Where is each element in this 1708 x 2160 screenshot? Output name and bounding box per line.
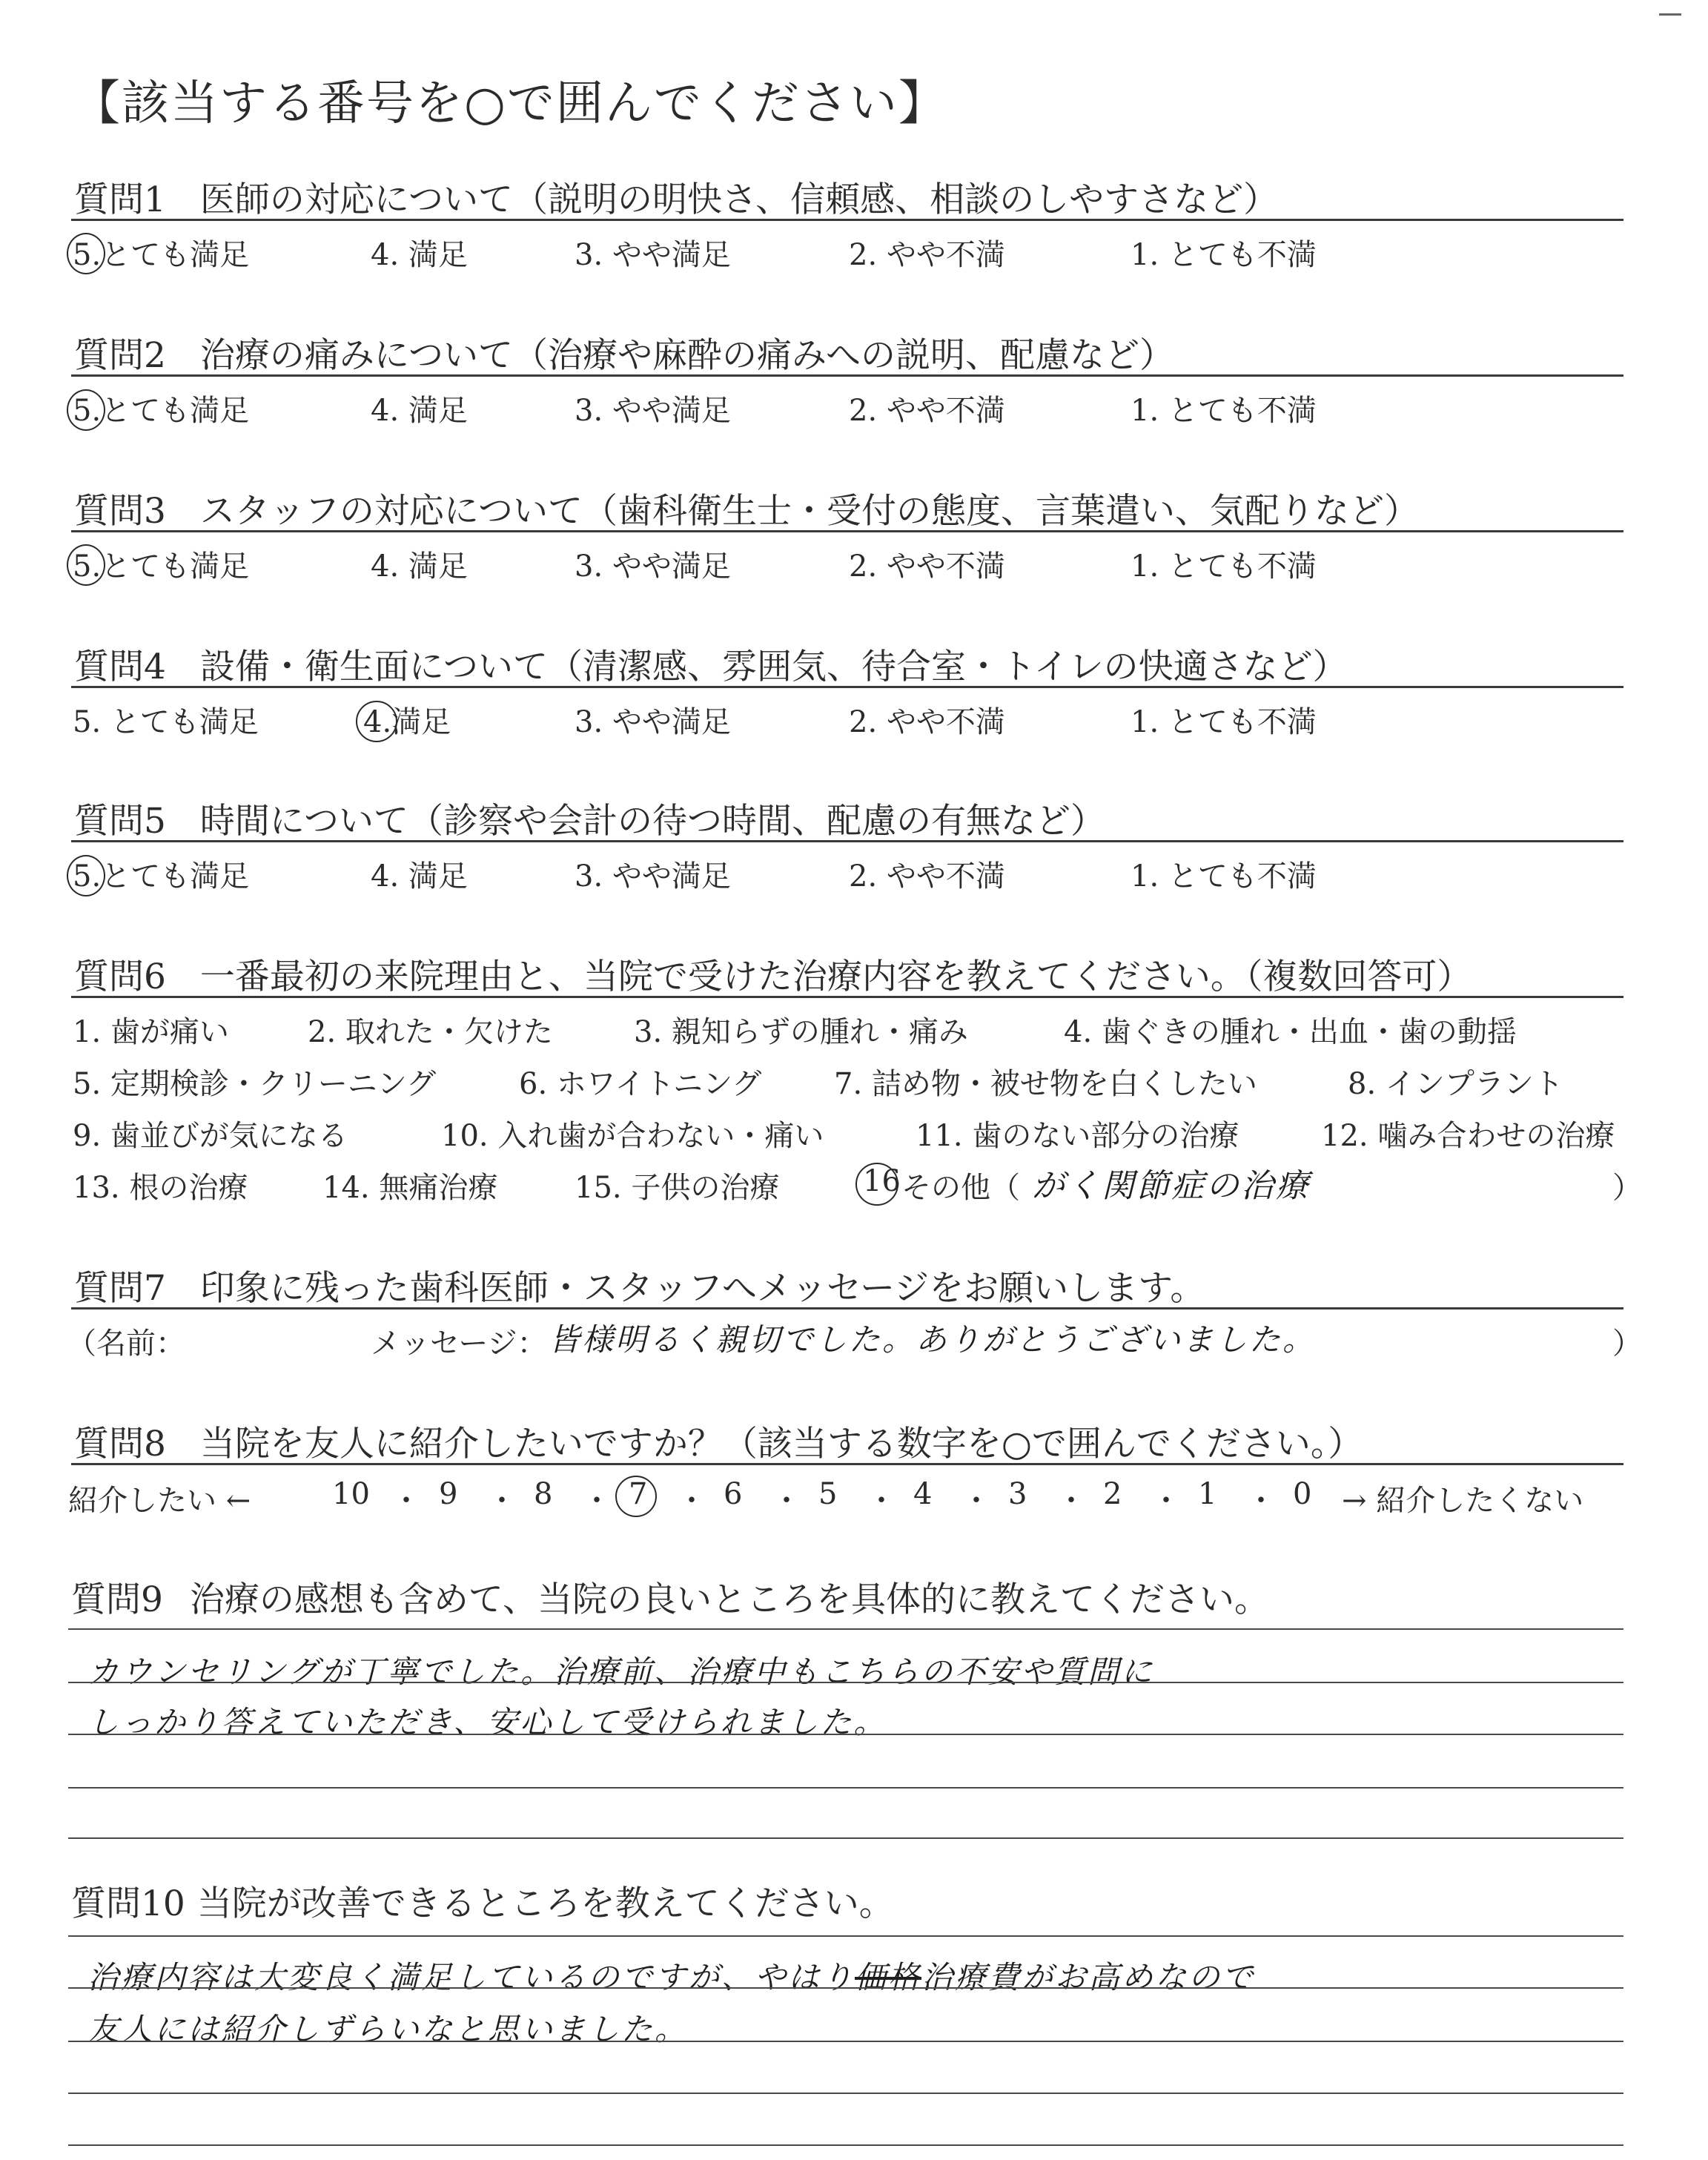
q5-rule [71, 840, 1623, 842]
q6-item-16-number[interactable]: 16 [863, 1164, 901, 1198]
q9-writing-line-3 [68, 1734, 1623, 1735]
q4-option-5[interactable]: 5. とても満足 [73, 705, 259, 739]
q8-scale-2[interactable]: 2 [1103, 1477, 1122, 1511]
q8-scale-5[interactable]: 5 [818, 1477, 838, 1511]
q6-item-1[interactable]: 1. 歯が痛い [73, 1015, 229, 1049]
q8-label: 質問8 [74, 1424, 166, 1464]
q7-message-label: メッセージ： [371, 1327, 547, 1361]
q8-scale-0[interactable]: 0 [1293, 1477, 1312, 1511]
q10-label: 質問10 [71, 1883, 185, 1924]
q8-scale-8[interactable]: 8 [534, 1477, 553, 1511]
q10-answer-line-1a: 治療内容は大変良く満足しているのですが、やはり [87, 1959, 855, 1995]
q10-writing-line-1 [68, 1935, 1623, 1937]
q4-rule [71, 686, 1623, 688]
q2-option-4[interactable]: 4. 満足 [371, 394, 468, 428]
q4-option-3[interactable]: 3. やや満足 [575, 705, 731, 739]
q2-text: 治療の痛みについて（治療や麻酔の痛みへの説明、配慮など） [199, 335, 1175, 376]
q8-scale-4[interactable]: 4 [913, 1477, 933, 1511]
q8-scale-6[interactable]: 6 [724, 1477, 743, 1511]
q1-heading [74, 172, 1278, 222]
q4-option-2[interactable]: 2. やや不満 [849, 705, 1005, 739]
q6-item-7[interactable]: 7. 詰め物・被せ物を白くしたい [834, 1067, 1257, 1101]
q8-dot: ・ [961, 1484, 991, 1518]
q9-writing-line-5 [68, 1837, 1623, 1839]
q6-item-2[interactable]: 2. 取れた・欠けた [308, 1015, 553, 1049]
q4-selection-circle [356, 701, 397, 742]
q9-writing-line-1 [68, 1628, 1623, 1630]
q10-writing-line-5 [68, 2144, 1623, 2146]
q5-label: 質問5 [74, 801, 166, 842]
q3-heading [74, 483, 1419, 533]
q8-dot: ・ [391, 1484, 421, 1518]
q1-option-5-label: とても満足 [101, 238, 250, 272]
q5-option-5-num: 5. [73, 859, 102, 894]
q5-option-2[interactable]: 2. やや不満 [849, 859, 1005, 894]
q5-option-5-label: とても満足 [101, 859, 250, 894]
q8-right-label: → 紹介したくない [1342, 1484, 1584, 1518]
q8-dot: ・ [677, 1484, 706, 1518]
q8-selection-circle [615, 1476, 657, 1517]
q8-dot: ・ [487, 1484, 517, 1518]
q6-item-13[interactable]: 13. 根の治療 [73, 1171, 248, 1205]
q2-option-1[interactable]: 1. とても不満 [1131, 394, 1317, 428]
q7-name-label: （名前： [67, 1327, 185, 1361]
q6-item-15[interactable]: 15. 子供の治療 [575, 1171, 780, 1205]
q1-option-1[interactable]: 1. とても不満 [1131, 238, 1317, 272]
q9-heading [71, 1572, 1269, 1622]
q10-struck-word: 価格 [855, 1959, 922, 1995]
q8-dot: ・ [1151, 1484, 1181, 1518]
q6-item-4[interactable]: 4. 歯ぐきの腫れ・出血・歯の動揺 [1064, 1015, 1517, 1049]
q8-dot: ・ [867, 1484, 896, 1518]
q6-item-5[interactable]: 5. 定期検診・クリーニング [73, 1067, 437, 1101]
q5-option-3[interactable]: 3. やや満足 [575, 859, 731, 894]
q4-option-1[interactable]: 1. とても不満 [1131, 705, 1317, 739]
q2-rule [71, 374, 1623, 377]
q6-text: 一番最初の来院理由と、当院で受けた治療内容を教えてください。（複数回答可） [199, 957, 1472, 997]
q8-heading [74, 1416, 1363, 1466]
q6-item-8[interactable]: 8. インプラント [1348, 1067, 1563, 1101]
q3-option-5-label: とても満足 [101, 549, 250, 584]
q10-heading [71, 1876, 894, 1926]
q6-other-answer[interactable]: がく関節症の治療 [1032, 1167, 1311, 1205]
q3-option-3[interactable]: 3. やや満足 [575, 549, 731, 584]
q10-answer-line-2[interactable]: 友人には紹介しずらいなと思いました。 [87, 2011, 689, 2047]
q3-label: 質問3 [74, 491, 166, 532]
q10-writing-line-4 [68, 2093, 1623, 2094]
q4-option-4-label: 満足 [391, 705, 451, 739]
q8-dot: ・ [1056, 1484, 1086, 1518]
q7-text: 印象に残った歯科医師・スタッフへメッセージをお願いします。 [199, 1268, 1205, 1309]
q6-item-14[interactable]: 14. 無痛治療 [322, 1171, 498, 1205]
q2-option-2[interactable]: 2. やや不満 [849, 394, 1005, 428]
q2-option-5-num: 5. [73, 394, 102, 428]
q7-message[interactable]: 皆様明るく親切でした。ありがとうございました。 [549, 1321, 1317, 1358]
q6-label: 質問6 [74, 957, 166, 997]
q6-item-3[interactable]: 3. 親知らずの腫れ・痛み [634, 1015, 968, 1049]
q1-text: 医師の対応について（説明の明快さ、信頼感、相談のしやすさなど） [199, 179, 1279, 220]
q4-text: 設備・衛生面について（清潔感、雰囲気、待合室・トイレの快適さなど） [199, 647, 1348, 687]
q6-item-6[interactable]: 6. ホワイトニング [519, 1067, 762, 1101]
q6-heading [74, 949, 1472, 999]
q7-close: ） [1612, 1327, 1642, 1361]
q10-answer-line-1b: 治療費がお高めなので [921, 1959, 1256, 1995]
q1-label: 質問1 [74, 179, 166, 220]
q1-option-2[interactable]: 2. やや不満 [849, 238, 1005, 272]
q9-label: 質問9 [71, 1579, 163, 1620]
page-corner-mark [1659, 13, 1681, 24]
q1-option-3[interactable]: 3. やや満足 [575, 238, 731, 272]
q5-option-4[interactable]: 4. 満足 [371, 859, 468, 894]
q5-option-1[interactable]: 1. とても不満 [1131, 859, 1317, 894]
q6-item-11[interactable]: 11. 歯のない部分の治療 [916, 1119, 1239, 1153]
q9-answer-line-1[interactable]: カウンセリングが丁寧でした。治療前、治療中もこちらの不安や質問に [87, 1654, 1155, 1690]
survey-title: 【該当する番号を○で囲んでください】 [73, 76, 947, 131]
q1-option-4[interactable]: 4. 満足 [371, 238, 468, 272]
q1-option-5-num: 5. [73, 238, 102, 272]
q8-scale-3[interactable]: 3 [1008, 1477, 1027, 1511]
q2-label: 質問2 [74, 335, 166, 376]
q3-rule [71, 530, 1623, 532]
q3-option-4[interactable]: 4. 満足 [371, 549, 468, 584]
q6-item-16-label: その他（ [901, 1171, 1020, 1205]
q8-text: 当院を友人に紹介したいですか？（該当する数字を○で囲んでください。） [199, 1424, 1363, 1464]
q6-other-close: ） [1612, 1171, 1642, 1205]
q8-scale-9[interactable]: 9 [439, 1477, 458, 1511]
q2-selection-circle [67, 389, 105, 431]
q5-heading [74, 793, 1105, 843]
q8-scale-7[interactable]: 7 [629, 1477, 648, 1511]
q6-rule [71, 996, 1623, 998]
q9-text: 治療の感想も含めて、当院の良いところを具体的に教えてください。 [189, 1579, 1269, 1620]
q7-heading [74, 1261, 1205, 1310]
q4-heading [74, 639, 1348, 689]
q7-label: 質問7 [74, 1268, 166, 1309]
q8-rule [71, 1463, 1623, 1465]
q6-selection-circle [855, 1163, 898, 1206]
q9-writing-line-2 [68, 1682, 1623, 1683]
q7-rule [71, 1307, 1623, 1309]
q3-option-1[interactable]: 1. とても不満 [1131, 549, 1317, 584]
q3-option-5-num: 5. [73, 549, 102, 584]
q4-option-4-num: 4. [363, 705, 392, 739]
q3-selection-circle [67, 544, 105, 586]
q9-answer-line-2[interactable]: しっかり答えていただき、安心して受けられました。 [87, 1704, 887, 1740]
q10-writing-line-2 [68, 1987, 1623, 1989]
q8-dot: ・ [1246, 1484, 1276, 1518]
q10-answer-line-1[interactable] [87, 1953, 1255, 1998]
q2-option-3[interactable]: 3. やや満足 [575, 394, 731, 428]
q3-option-2[interactable]: 2. やや不満 [849, 549, 1005, 584]
q10-text: 当院が改善できるところを教えてください。 [196, 1883, 894, 1924]
q1-rule [71, 219, 1623, 221]
q8-scale-1[interactable]: 1 [1198, 1477, 1217, 1511]
q8-scale-10[interactable]: 10 [332, 1477, 370, 1511]
q6-item-9[interactable]: 9. 歯並びが気になる [73, 1119, 348, 1153]
q1-selection-circle [67, 233, 105, 274]
q9-writing-line-4 [68, 1787, 1623, 1789]
q5-selection-circle [67, 855, 105, 896]
q4-label: 質問4 [74, 647, 166, 687]
q5-text: 時間について（診察や会計の待つ時間、配慮の有無など） [199, 801, 1105, 842]
q2-option-5-label: とても満足 [101, 394, 250, 428]
q6-item-12[interactable]: 12. 噛み合わせの治療 [1321, 1119, 1615, 1153]
q10-writing-line-3 [68, 2041, 1623, 2042]
q8-left-label: 紹介したい ← [68, 1484, 251, 1518]
q8-dot: ・ [582, 1484, 612, 1518]
q2-heading [74, 328, 1174, 377]
q3-text: スタッフの対応について（歯科衛生士・受付の態度、言葉遣い、気配りなど） [199, 491, 1419, 532]
q6-item-10[interactable]: 10. 入れ歯が合わない・痛い [441, 1119, 824, 1153]
q8-dot: ・ [772, 1484, 801, 1518]
